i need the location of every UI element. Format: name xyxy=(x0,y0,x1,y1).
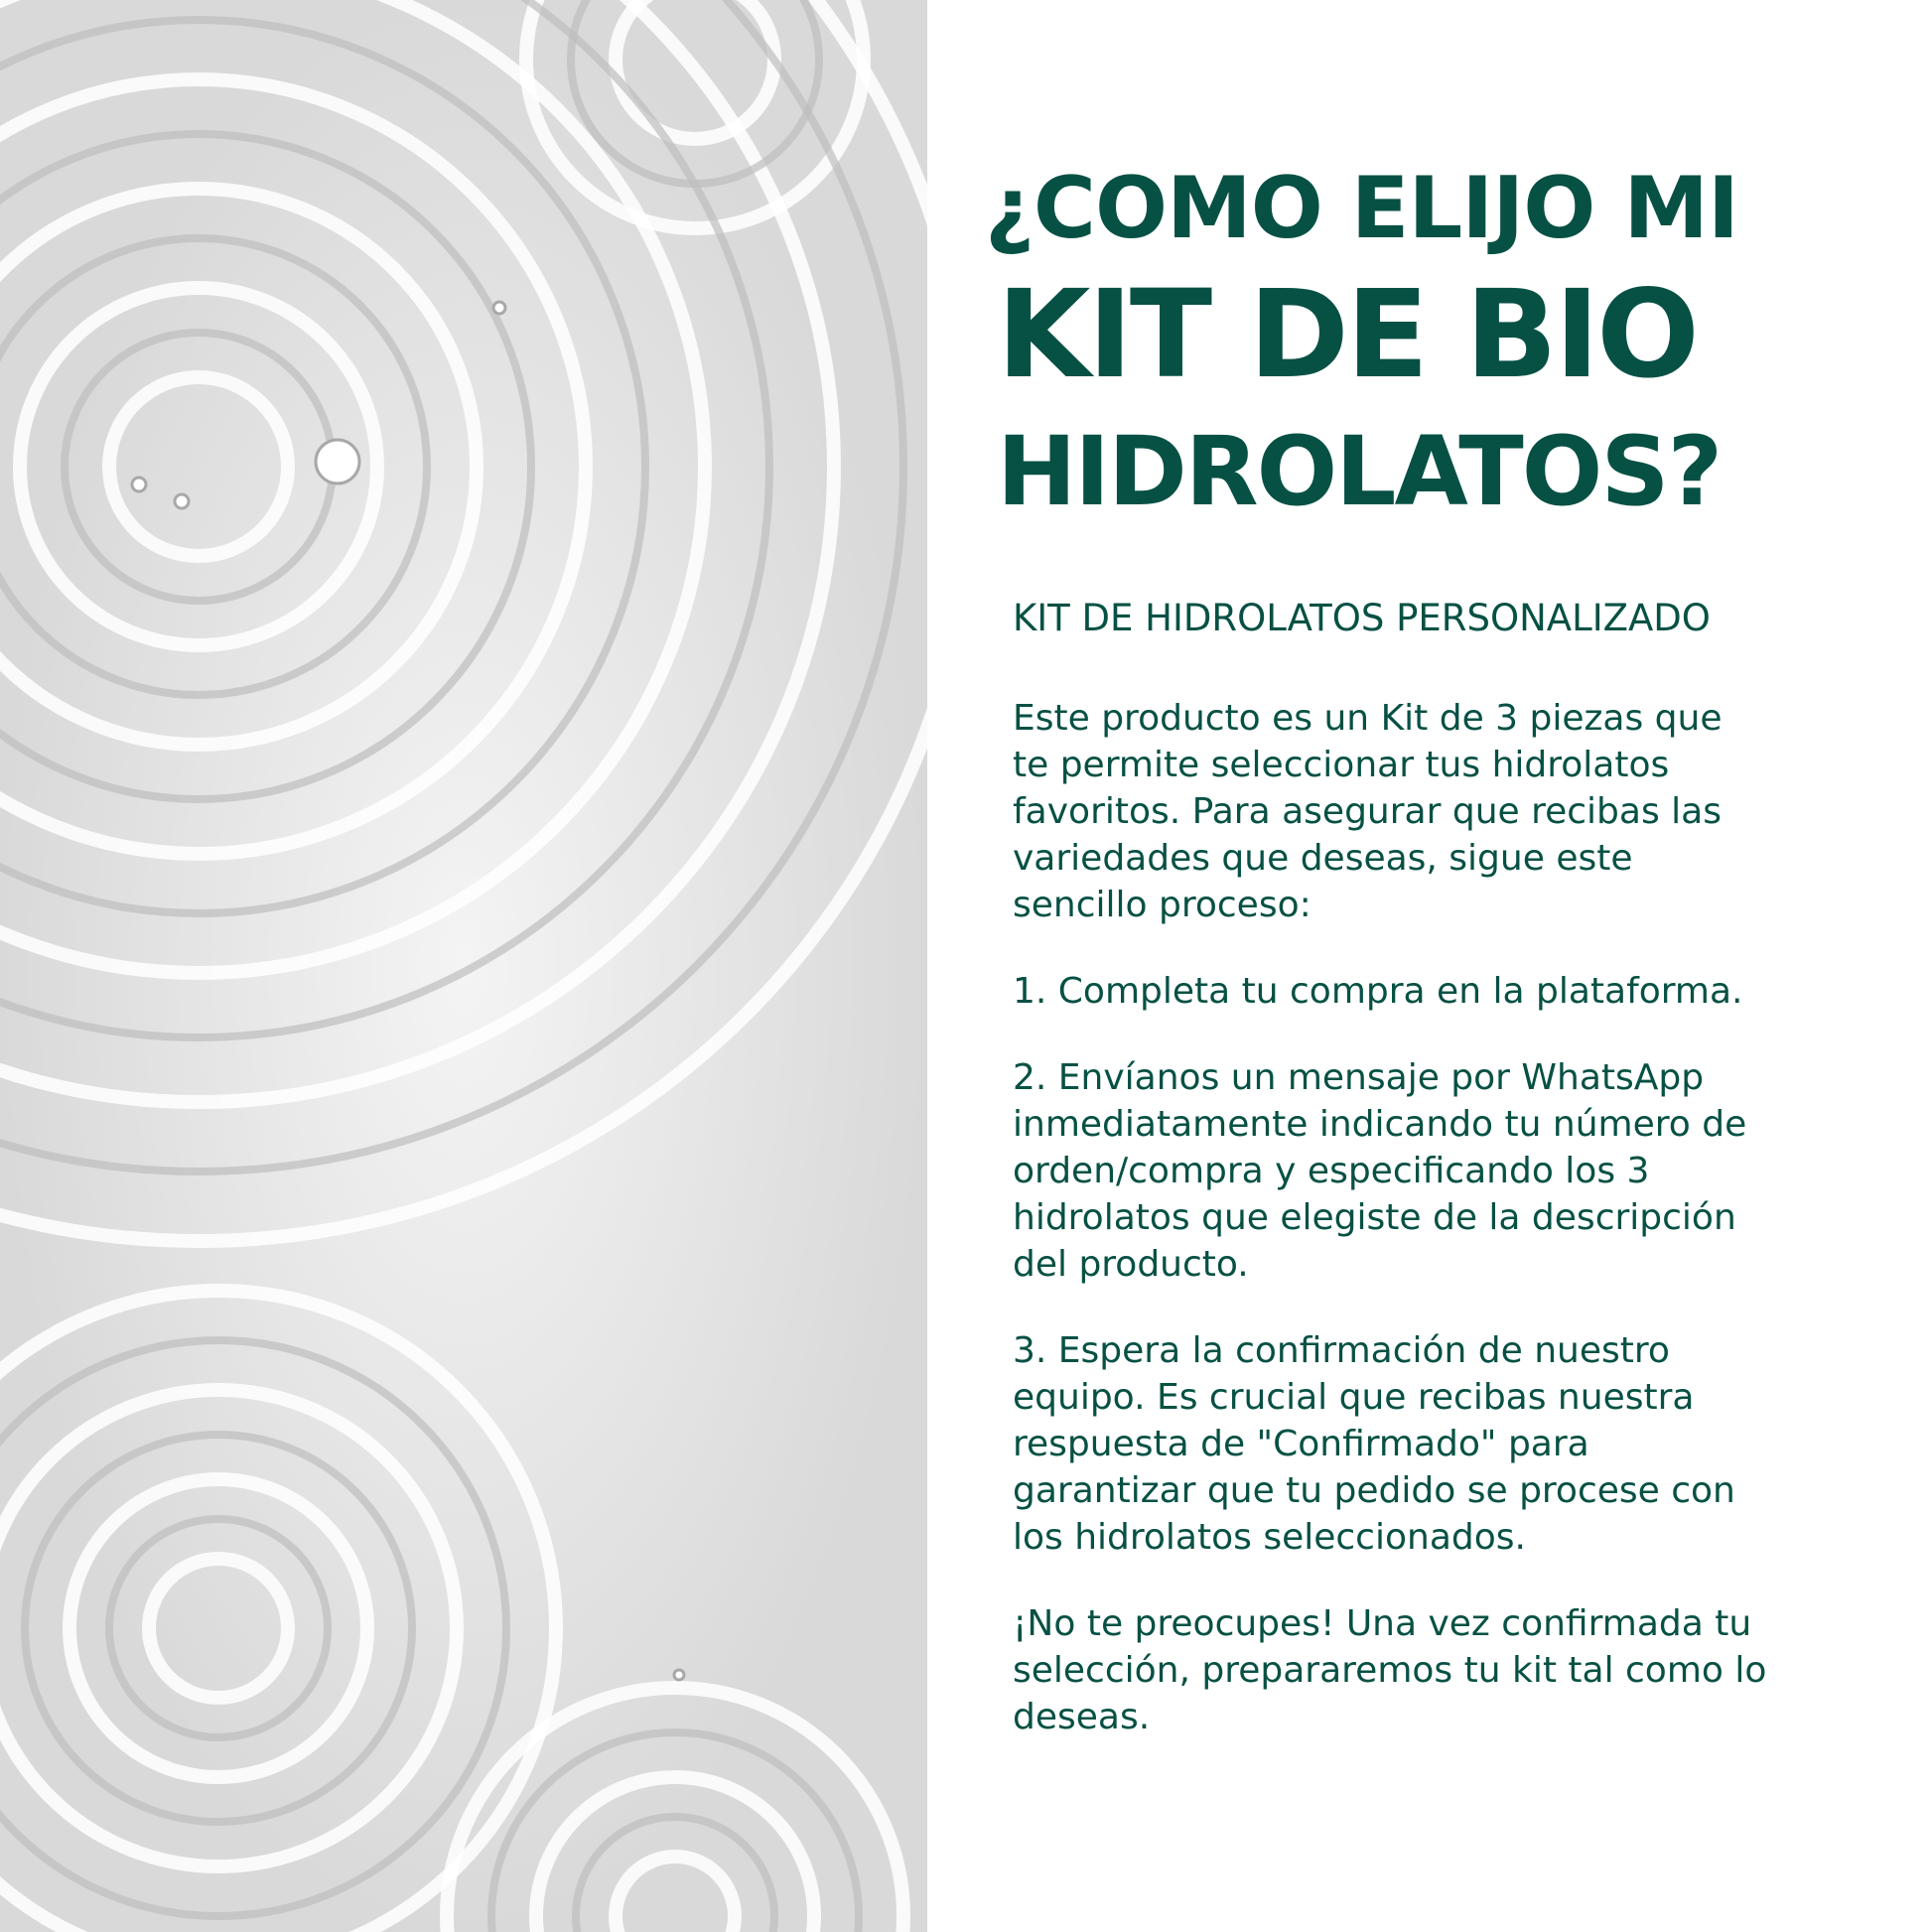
subtitle: KIT DE HIDROLATOS PERSONALIZADO xyxy=(1013,597,1711,639)
instructions xyxy=(1013,695,1767,1780)
title-line-1: ¿COMO ELIJO MI xyxy=(985,159,1738,258)
intro-paragraph: Este producto es un Kit de 3 piezas que te permite seleccionar tus hidrolatos favoritos. Para asegurar que recibas las variedades que deseas, sigue este sencillo proceso: xyxy=(1013,698,1723,925)
closing-paragraph: ¡No te preocupes! Una vez confirmada tu selección, prepararemos tu kit tal como lo deseas. xyxy=(1013,1603,1767,1737)
title-line-2: KIT DE BIO xyxy=(997,264,1697,405)
water-ripple-illustration xyxy=(0,0,927,1932)
info-panel xyxy=(927,0,1932,1932)
step-3: 3. Espera la confirmación de nuestro equipo. Es crucial que recibas nuestra respuesta de "Confirmado" para garantizar que tu pedido se procese con los hidrolatos seleccionados. xyxy=(1013,1330,1735,1558)
step-2: 2. Envíanos un mensaje por WhatsApp inmediatamente indicando tu número de orden/compra y especificando los 3 hidrolatos que elegiste de la descripción del producto. xyxy=(1013,1057,1747,1285)
title-line-3: HIDROLATOS? xyxy=(997,416,1722,527)
page-title xyxy=(985,159,1890,527)
water-ripple-image xyxy=(0,0,927,1932)
step-1: 1. Completa tu compra en la plataforma. xyxy=(1013,971,1743,1012)
